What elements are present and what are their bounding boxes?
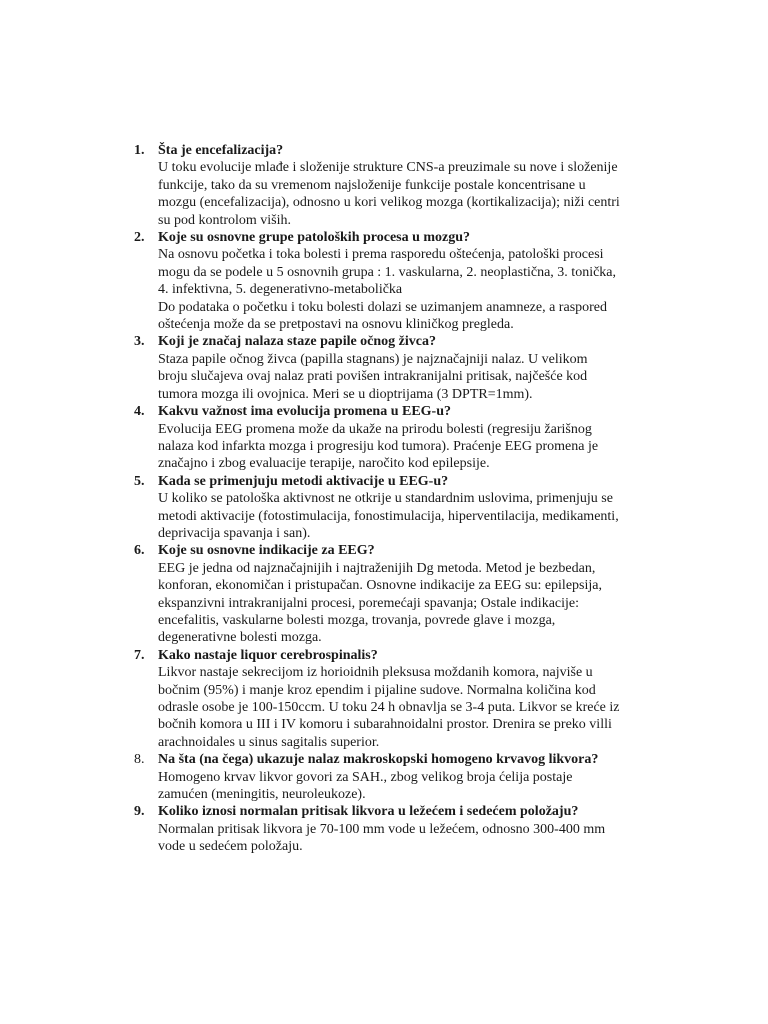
qa-item bbox=[120, 647, 660, 751]
answer-line: encefalitis, vaskularne bolesti mozga, trovanja, povrede glave i mozga, bbox=[158, 612, 556, 628]
answer-line: vode u sedećem položaju. bbox=[158, 839, 303, 855]
answer-line: U toku evolucije mlađe i složenije strukture CNS-a preuzimale su nove i složenije bbox=[158, 160, 618, 176]
answer-line: mogu da se podele u 5 osnovnih grupa : 1. vaskularna, 2. neoplastična, 3. tonička, bbox=[158, 264, 617, 280]
answer-line: bočnim (95%) i manje kroz ependim i pijaline sudove. Normalna količina kod bbox=[158, 682, 596, 698]
answer-line: 4. infektivna, 5. degenerativno-metabolička bbox=[158, 282, 403, 298]
qa-item bbox=[120, 803, 660, 855]
item-number: 3. bbox=[134, 334, 145, 350]
answer-line: mozgu (encefalizacija), odnosno u kori velikog mozga (kortikalizacija); niži centri bbox=[158, 195, 620, 211]
answer-line: broju slučajeva ovaj nalaz prati povišen intrakranijalni pritisak, najčešće kod bbox=[158, 369, 588, 385]
qa-item bbox=[120, 142, 660, 229]
answer-line: Do podataka o početku i toku bolesti dolazi se uzimanjem anamneze, a raspored bbox=[158, 299, 608, 315]
answer-line: degenerativne bolesti mozga. bbox=[158, 630, 322, 646]
question-heading: Šta je encefalizacija? bbox=[158, 143, 284, 158]
answer-line: značajno i zbog evaluacije terapije, naročito kod epilepsije. bbox=[158, 456, 490, 472]
question-heading: Koliko iznosi normalan pritisak likvora u ležećem i sedećem položaju? bbox=[158, 804, 579, 820]
answer-line: su pod kontrolom viših. bbox=[158, 212, 292, 228]
qa-item bbox=[120, 333, 660, 403]
item-number: 4. bbox=[134, 404, 145, 420]
item-number: 8. bbox=[134, 752, 145, 768]
answer-line: nalaza kod infarkta mozga i progresiju kod tumora). Praćenje EEG promena je bbox=[158, 438, 599, 454]
item-number: 6. bbox=[134, 543, 145, 559]
qa-item bbox=[120, 403, 660, 473]
question-heading: Koje su osnovne indikacije za EEG? bbox=[158, 543, 375, 559]
question-heading: Koji je značaj nalaza staze papile očnog živca? bbox=[158, 334, 437, 350]
answer-line: funkcije, tako da su vremenom najsloženije funkcije postale koncentrisane u bbox=[158, 177, 586, 193]
answer-line: Likvor nastaje sekrecijom iz horioidnih pleksusa moždanih komora, najviše u bbox=[158, 665, 593, 681]
answer-line: Na osnovu početka i toka bolesti i prema rasporedu oštećenja, patološki procesi bbox=[158, 247, 604, 263]
answer-line: bočnih komora u III i IV komoru i subarahnoidalni prostor. Drenira se preko villi bbox=[158, 717, 612, 733]
item-number: 1. bbox=[134, 143, 145, 158]
answer-line: ekspanzivni intrakranijalni procesi, poremećaji spavanja; Ostale indikacije: bbox=[158, 595, 580, 611]
question-heading: Koje su osnovne grupe patoloških procesa u mozgu? bbox=[158, 230, 471, 246]
item-number: 7. bbox=[134, 647, 145, 663]
qa-item bbox=[120, 542, 660, 646]
qa-item bbox=[120, 473, 660, 543]
answer-line: konforan, ekonomičan i pristupačan. Osnovne indikacije za EEG su: epilepsija, bbox=[158, 578, 602, 594]
question-answer-list bbox=[120, 142, 660, 856]
answer-line: arachnoidales u sinus sagitalis superior. bbox=[158, 734, 380, 750]
answer-line: zamućen (meningitis, neuroleukoze). bbox=[158, 787, 366, 803]
answer-line: metodi aktivacije (fotostimulacija, fonostimulacija, hiperventilacija, medikamenti, bbox=[158, 508, 619, 524]
answer-line: tumora mozga ili ovojnica. Meri se u dioptrijama (3 DPTR=1mm). bbox=[158, 386, 533, 402]
answer-line: oštećenja može da se pretpostavi na osnovu kliničkog pregleda. bbox=[158, 317, 514, 333]
answer-line: Staza papile očnog živca (papilla stagnans) je najznačajniji nalaz. U velikom bbox=[158, 351, 588, 367]
qa-item bbox=[120, 751, 660, 803]
answer-line: U koliko se patološka aktivnost ne otkrije u standardnim uslovima, primenjuju se bbox=[158, 491, 613, 507]
question-heading: Kakvu važnost ima evolucija promena u EEG-u? bbox=[158, 404, 451, 420]
qa-item bbox=[120, 229, 660, 333]
answer-line: deprivacija spavanja i san). bbox=[158, 525, 311, 541]
item-number: 5. bbox=[134, 473, 145, 489]
answer-line: Homogeno krvav likvor govori za SAH., zbog velikog broja ćelija postaje bbox=[158, 769, 573, 785]
answer-line: Normalan pritisak likvora je 70-100 mm vode u ležećem, odnosno 300-400 mm bbox=[158, 821, 606, 837]
item-number: 9. bbox=[134, 804, 145, 820]
question-heading: Kako nastaje liquor cerebrospinalis? bbox=[158, 647, 378, 663]
answer-line: Evolucija EEG promena može da ukaže na prirodu bolesti (regresiju žarišnog bbox=[158, 421, 592, 437]
question-heading: Na šta (na čega) ukazuje nalaz makroskopski homogeno krvavog likvora? bbox=[158, 752, 599, 768]
item-number: 2. bbox=[134, 230, 145, 246]
answer-line: EEG je jedna od najznačajnijih i najtraženijih Dg metoda. Metod je bezbedan, bbox=[158, 560, 596, 576]
question-heading: Kada se primenjuju metodi aktivacije u EEG-u? bbox=[158, 473, 449, 489]
answer-line: odrasle osobe je 100-150ccm. U toku 24 h obnavlja se 3-4 puta. Likvor se kreće iz bbox=[158, 700, 620, 715]
